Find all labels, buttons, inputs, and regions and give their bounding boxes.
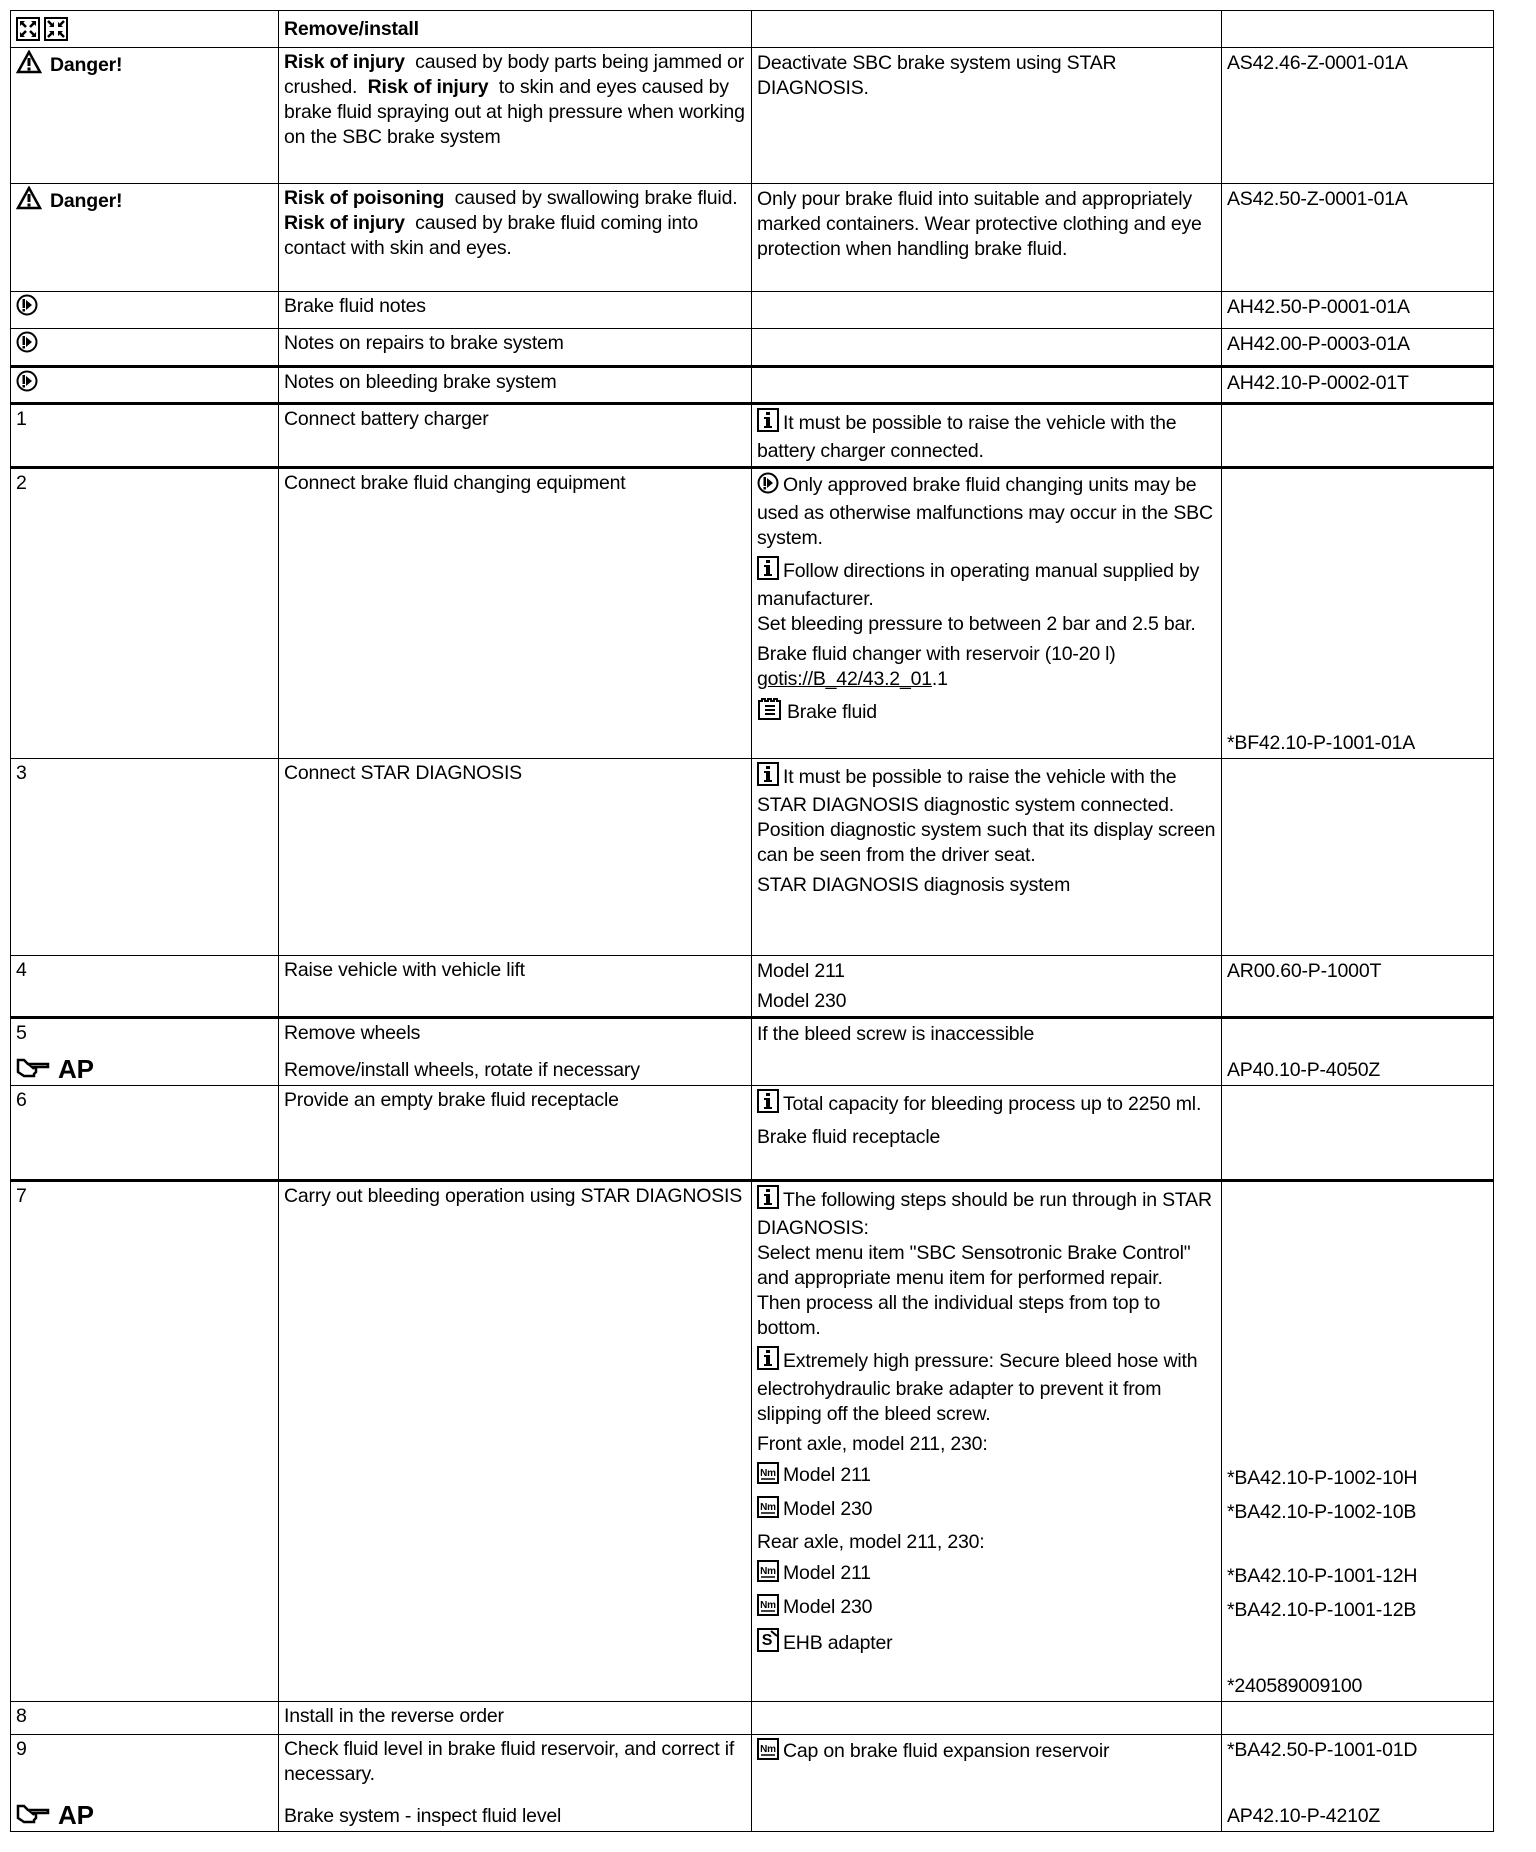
note-content: Rear axle, model 211, 230: <box>757 1531 985 1553</box>
warning-triangle-icon <box>16 186 42 217</box>
step-number: 2 <box>16 472 27 494</box>
note-text <box>752 759 1222 870</box>
note-text <box>752 1527 1222 1557</box>
step-number: 9 <box>16 1738 27 1760</box>
note-content: Model 211 <box>757 960 845 982</box>
text-segment: Notes on repairs to brake system <box>284 332 564 354</box>
row-marker <box>11 48 279 183</box>
note-content: If the bleed screw is inaccessible <box>757 1023 1035 1045</box>
note-entry <box>752 1735 1493 1769</box>
note-entry <box>752 1182 1493 1343</box>
torque-nm-icon <box>757 1560 779 1582</box>
info-icon <box>757 1089 779 1113</box>
document-reference[interactable]: *BA42.10-P-1001-12H <box>1227 1565 1418 1587</box>
text-segment: caused by brake fluid coming into contact with skin and eyes. <box>284 212 704 259</box>
note-text <box>752 292 1222 328</box>
row-marker <box>11 759 279 955</box>
note-entry <box>752 1343 1493 1429</box>
row-marker <box>11 368 279 402</box>
document-reference[interactable]: AP42.10-P-4210Z <box>1227 1805 1381 1827</box>
document-reference <box>1222 553 1493 639</box>
description-text <box>284 1021 746 1046</box>
note-circle-icon <box>16 370 269 399</box>
text-segment: caused by swallowing brake fluid. <box>444 187 748 209</box>
note-content: Model 230 <box>757 990 847 1012</box>
note-text <box>752 469 1222 553</box>
svg-text:Nm: Nm <box>760 1600 776 1611</box>
row-marker <box>11 1086 279 1179</box>
text-segment: Check fluid level in brake fluid reservoir, and correct if necessary. <box>284 1738 740 1785</box>
step-number: 3 <box>16 762 27 784</box>
torque-nm-icon <box>757 1462 779 1484</box>
note-content: The following steps should be run through in STAR DIAGNOSIS: Select menu item "SBC Sensotronic Brake Control" and appropriate menu item for performed repair. Then process all the individual steps from top to bottom. <box>757 1189 1212 1339</box>
note-circle-icon <box>16 294 38 316</box>
risk-label: Risk of injury <box>367 76 489 98</box>
note-text <box>752 694 1222 758</box>
notes-column <box>752 368 1493 402</box>
row-marker <box>11 1702 279 1734</box>
note-text <box>752 184 1222 291</box>
note-content: EHB adapter <box>783 1632 893 1654</box>
note-content: Extremely high pressure: Secure bleed hose with electrohydraulic brake adapter to prevent it from slipping off the bleed screw. <box>757 1350 1198 1425</box>
table-row <box>11 402 1493 466</box>
document-reference[interactable]: AS42.46-Z-0001-01A <box>1227 52 1408 74</box>
warning-triangle-icon <box>16 50 42 74</box>
note-text <box>752 986 1222 1016</box>
pointing-hand-icon <box>16 1801 52 1829</box>
risk-label: Risk of poisoning <box>284 187 445 209</box>
document-reference[interactable]: AH42.10-P-0002-01T <box>1227 372 1409 394</box>
note-content: Model 230 <box>783 1498 873 1520</box>
note-content: Front axle, model 211, 230: <box>757 1433 988 1455</box>
special-tool-icon <box>757 1628 779 1659</box>
notes-column <box>752 469 1493 758</box>
table-row <box>11 1701 1493 1734</box>
notes-column <box>752 1086 1493 1179</box>
document-reference <box>1222 759 1493 870</box>
step-number: 7 <box>16 1185 27 1207</box>
special-tool-icon <box>757 1628 779 1652</box>
step-description <box>279 1019 752 1085</box>
note-circle-icon <box>16 331 269 360</box>
header-title: Remove/install <box>279 11 752 47</box>
row-marker <box>11 1735 279 1831</box>
notes-column <box>752 956 1493 1016</box>
note-text <box>752 1086 1222 1122</box>
document-reference[interactable]: AS42.50-Z-0001-01A <box>1227 188 1408 210</box>
document-reference[interactable]: *BA42.10-P-1001-12B <box>1227 1599 1417 1621</box>
row-marker <box>11 184 279 291</box>
step-description <box>279 956 752 1016</box>
description-text <box>284 471 746 496</box>
risk-label: Risk of injury <box>284 212 405 234</box>
note-content: Cap on brake fluid expansion reservoir <box>783 1740 1110 1762</box>
step-description <box>279 1702 752 1734</box>
info-icon <box>757 408 779 432</box>
text-segment: Remove wheels <box>284 1022 421 1044</box>
text-segment: Install in the reverse order <box>284 1705 504 1727</box>
description-text <box>284 370 746 395</box>
repair-instructions-table <box>10 10 1494 1832</box>
torque-nm-icon <box>757 1594 779 1623</box>
note-entry <box>752 469 1493 553</box>
step-number: 8 <box>16 1705 27 1727</box>
step-number: 6 <box>16 1089 27 1111</box>
note-entry <box>752 639 1493 694</box>
table-row <box>11 1179 1493 1701</box>
text-segment: Notes on bleeding brake system <box>284 371 557 393</box>
document-reference <box>1222 639 1493 694</box>
notes-column <box>752 405 1493 466</box>
description-text <box>284 50 750 150</box>
note-entry <box>752 956 1493 986</box>
document-reference <box>1222 1182 1493 1343</box>
note-entry <box>752 1591 1493 1625</box>
torque-nm-icon <box>757 1594 779 1616</box>
install-icon <box>44 17 68 41</box>
note-content: Brake fluid changer with reservoir (10-20 l) <box>757 643 1116 665</box>
note-content: Model 211 <box>783 1562 871 1584</box>
step-number: 4 <box>16 959 27 981</box>
note-entry <box>752 1625 1493 1701</box>
description-text <box>284 294 746 319</box>
note-entry <box>752 1769 1493 1831</box>
note-text <box>752 1625 1222 1701</box>
info-icon <box>757 556 779 587</box>
note-circle-icon <box>16 294 269 323</box>
document-reference[interactable]: AP40.10-P-4050Z <box>1227 1059 1381 1081</box>
document-reference <box>1222 870 1493 955</box>
pointing-hand-icon <box>16 1055 52 1083</box>
step-description <box>279 329 752 365</box>
note-content: STAR DIAGNOSIS diagnosis system <box>757 874 1071 896</box>
note-content: Brake fluid receptacle <box>757 1126 941 1148</box>
text-segment: Brake fluid notes <box>284 295 426 317</box>
note-entry <box>752 1122 1493 1179</box>
row-marker <box>11 1182 279 1701</box>
note-text <box>752 956 1222 986</box>
note-entry <box>752 1019 1493 1085</box>
info-icon <box>757 408 779 439</box>
warning-triangle-icon <box>16 186 42 210</box>
operating-fluid-icon <box>757 697 783 728</box>
note-text <box>752 1343 1222 1429</box>
notes-column <box>752 329 1493 365</box>
note-entry <box>752 1459 1493 1493</box>
note-entry <box>752 1429 1493 1459</box>
text-segment: Connect STAR DIAGNOSIS <box>284 762 522 784</box>
note-text <box>752 1019 1222 1085</box>
description-text <box>284 761 746 786</box>
notes-column <box>752 184 1493 291</box>
text-segment: Carry out bleeding operation using STAR DIAGNOSIS <box>284 1185 743 1207</box>
note-circle-icon <box>16 331 38 353</box>
svg-text:Nm: Nm <box>760 1502 776 1513</box>
note-circle-icon <box>757 472 779 501</box>
note-content: It must be possible to raise the vehicle with the STAR DIAGNOSIS diagnostic system connected. Position diagnostic system such that its display screen can be seen from the driver seat. <box>757 766 1216 866</box>
note-entry <box>752 986 1493 1016</box>
operating-fluid-icon <box>757 697 783 721</box>
note-entry <box>752 1702 1493 1734</box>
note-text <box>752 1182 1222 1343</box>
table-row <box>11 466 1493 758</box>
notes-column <box>752 1735 1493 1831</box>
torque-nm-icon <box>757 1496 779 1518</box>
note-text <box>752 553 1222 639</box>
note-text <box>752 639 1222 694</box>
table-row <box>11 1085 1493 1179</box>
table-row <box>11 328 1493 365</box>
note-circle-icon <box>16 370 38 392</box>
svg-text:Nm: Nm <box>760 1744 776 1755</box>
note-text <box>752 1429 1222 1459</box>
note-content: Model 211 <box>783 1464 871 1486</box>
document-reference <box>1222 1527 1493 1557</box>
notes-column <box>752 759 1493 955</box>
note-text <box>752 1459 1222 1493</box>
description-text <box>284 186 746 261</box>
table-row <box>11 365 1493 402</box>
step-description <box>279 292 752 328</box>
row-marker <box>11 292 279 328</box>
step-description <box>279 469 752 758</box>
description-text <box>284 331 746 356</box>
remove-icon <box>16 17 40 41</box>
svg-text:Nm: Nm <box>760 1468 776 1479</box>
note-text <box>752 1702 1222 1734</box>
notes-column <box>752 1019 1493 1085</box>
document-reference <box>1222 1702 1493 1734</box>
note-text <box>752 1735 1222 1769</box>
text-segment: Brake system - inspect fluid level <box>284 1805 562 1827</box>
document-reference[interactable]: *240589009100 <box>1227 1675 1363 1697</box>
document-reference <box>1222 1086 1493 1122</box>
note-entry <box>752 184 1493 291</box>
step-description <box>279 48 752 183</box>
document-reference <box>1222 1429 1493 1459</box>
note-entry <box>752 329 1493 365</box>
note-text <box>752 870 1222 955</box>
info-icon <box>757 556 779 580</box>
step-description <box>279 1086 752 1179</box>
note-text <box>752 48 1222 183</box>
note-entry <box>752 870 1493 955</box>
pointing-hand-icon <box>16 1802 52 1824</box>
step-number: 5 <box>16 1022 27 1044</box>
document-reference[interactable]: AH42.00-P-0003-01A <box>1227 333 1410 355</box>
step-description <box>279 1182 752 1701</box>
document-reference <box>1222 469 1493 553</box>
torque-nm-icon <box>757 1462 779 1491</box>
danger-label <box>16 50 273 81</box>
note-text <box>752 329 1222 365</box>
table-row <box>11 1016 1493 1085</box>
warning-triangle-icon <box>16 50 42 81</box>
step-number: 1 <box>16 408 27 430</box>
text-segment: Raise vehicle with vehicle lift <box>284 959 525 981</box>
risk-label: Risk of injury <box>284 51 405 73</box>
note-entry <box>752 48 1493 183</box>
note-content: Deactivate SBC brake system using STAR DIAGNOSIS. <box>757 52 1117 99</box>
ap-reference-marker[interactable] <box>16 1801 273 1829</box>
note-text <box>752 1557 1222 1591</box>
step-description <box>279 1735 752 1831</box>
description-text <box>284 1704 746 1729</box>
text-segment: Connect battery charger <box>284 408 489 430</box>
step-description <box>279 405 752 466</box>
header-row <box>11 11 1493 47</box>
ap-label: AP <box>58 1054 94 1084</box>
description-text <box>284 407 746 432</box>
gotis-link[interactable]: gotis://B_42/43.2_01 <box>757 668 932 690</box>
document-reference <box>1222 986 1493 1016</box>
document-reference[interactable]: *BF42.10-P-1001-01A <box>1227 732 1416 754</box>
document-reference[interactable]: *BA42.10-P-1002-10B <box>1227 1501 1417 1523</box>
link-suffix: .1 <box>931 668 948 690</box>
description-text <box>284 1804 746 1829</box>
description-text <box>284 1737 746 1787</box>
note-content: Follow directions in operating manual supplied by manufacturer. Set bleeding pressure to between 2 bar and 2.5 bar. <box>757 560 1200 635</box>
info-icon <box>757 1185 779 1216</box>
note-entry <box>752 1493 1493 1527</box>
notes-column <box>752 292 1493 328</box>
svg-text:S: S <box>761 1632 773 1649</box>
note-content: Only approved brake fluid changing units may be used as otherwise malfunctions may occur in the SBC system. <box>757 474 1213 549</box>
note-text <box>752 1769 1222 1831</box>
torque-nm-icon <box>757 1496 779 1525</box>
row-marker <box>11 469 279 758</box>
table-row <box>11 291 1493 328</box>
note-entry <box>752 759 1493 870</box>
step-description <box>279 759 752 955</box>
info-icon <box>757 1185 779 1209</box>
document-reference[interactable]: AR00.60-P-1000T <box>1227 960 1382 982</box>
table-row <box>11 183 1493 291</box>
note-text <box>752 1591 1222 1625</box>
note-content: Model 230 <box>783 1596 873 1618</box>
text-segment: Provide an empty brake fluid receptacle <box>284 1089 619 1111</box>
info-icon <box>757 1346 779 1370</box>
step-description <box>279 368 752 402</box>
note-content: Only pour brake fluid into suitable and appropriately marked containers. Wear protective clothing and eye protection when handling brake fluid. <box>757 188 1202 260</box>
notes-column <box>752 48 1493 183</box>
note-entry <box>752 694 1493 758</box>
note-entry <box>752 1527 1493 1557</box>
note-circle-icon <box>757 472 779 494</box>
note-content: Brake fluid <box>787 701 877 723</box>
svg-text:Nm: Nm <box>760 1566 776 1577</box>
text-segment: Connect brake fluid changing equipment <box>284 472 626 494</box>
note-content: It must be possible to raise the vehicle with the battery charger connected. <box>757 412 1177 462</box>
note-entry <box>752 553 1493 639</box>
document-reference <box>1222 405 1493 466</box>
pointing-hand-icon <box>16 1056 52 1078</box>
table-row <box>11 47 1493 183</box>
row-marker <box>11 329 279 365</box>
torque-nm-icon <box>757 1738 779 1760</box>
note-entry <box>752 292 1493 328</box>
note-text <box>752 405 1222 466</box>
text-segment: Remove/install wheels, rotate if necessary <box>284 1059 640 1081</box>
note-entry <box>752 405 1493 466</box>
document-reference[interactable]: *BA42.10-P-1002-10H <box>1227 1467 1418 1489</box>
note-text <box>752 1122 1222 1179</box>
info-icon <box>757 762 779 793</box>
info-icon <box>757 762 779 786</box>
text-segment: caused by body parts being jammed or crushed. <box>284 51 750 98</box>
document-reference <box>1222 1343 1493 1429</box>
text-segment: to skin and eyes caused by brake fluid spraying out at high pressure when working on the SBC brake system <box>284 76 750 148</box>
torque-nm-icon <box>757 1738 779 1767</box>
description-text <box>284 1058 746 1083</box>
description-text <box>284 1088 746 1113</box>
document-reference[interactable]: AH42.50-P-0001-01A <box>1227 296 1410 318</box>
note-text <box>752 1493 1222 1527</box>
info-icon <box>757 1346 779 1377</box>
document-reference <box>1222 1122 1493 1179</box>
description-text <box>284 958 746 983</box>
row-marker <box>11 956 279 1016</box>
notes-column <box>752 1702 1493 1734</box>
note-text <box>752 368 1222 402</box>
table-row <box>11 758 1493 955</box>
row-marker <box>11 405 279 466</box>
danger-text: Danger! <box>50 54 123 76</box>
torque-nm-icon <box>757 1560 779 1589</box>
danger-label <box>16 186 273 217</box>
info-icon <box>757 1089 779 1120</box>
danger-text: Danger! <box>50 190 123 212</box>
note-entry <box>752 368 1493 402</box>
ap-label: AP <box>58 1800 94 1830</box>
notes-column <box>752 1182 1493 1701</box>
ap-reference-marker[interactable] <box>16 1055 273 1083</box>
document-reference[interactable]: *BA42.50-P-1001-01D <box>1227 1739 1418 1761</box>
header-icons <box>11 11 279 47</box>
description-text <box>284 1184 746 1209</box>
note-entry <box>752 1086 1493 1122</box>
row-marker <box>11 1019 279 1085</box>
table-row <box>11 955 1493 1016</box>
table-row <box>11 1734 1493 1831</box>
note-entry <box>752 1557 1493 1591</box>
step-description <box>279 184 752 291</box>
note-content: Total capacity for bleeding process up to 2250 ml. <box>783 1093 1202 1115</box>
